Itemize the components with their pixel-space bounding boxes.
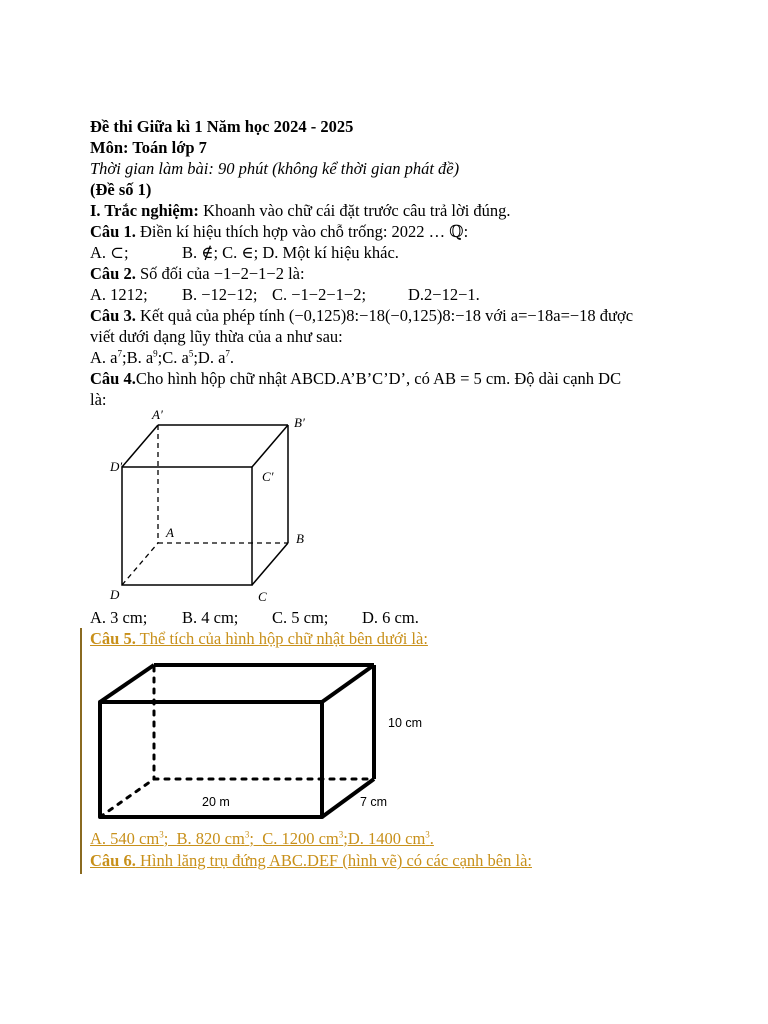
option-b: B. 4 cm; xyxy=(182,608,239,627)
option-d-exponent: 3 xyxy=(425,829,430,840)
question-label: Câu 5. xyxy=(90,629,136,648)
cuboid-figure-volume xyxy=(92,655,442,825)
question-label: Câu 4. xyxy=(90,369,136,388)
option-d: D. 1400 cm xyxy=(347,829,426,848)
option-b-exponent: 9 xyxy=(153,348,158,359)
question-5-options: A. 540 $cm^3$; B. 820 $cm^3$; C. 1200 $cm^3;D$. 1400 $cm^3$. xyxy=(90,829,434,848)
section-heading: I. Trắc nghiệm: xyxy=(90,201,199,220)
question-text: Thể tích của hình hộp chữ nhật bên dưới là: xyxy=(135,629,428,648)
exam-subject: Môn: Toán lớp 7 xyxy=(90,138,207,157)
option-c: C. 5 cm; xyxy=(272,608,329,627)
option-b: ;B. a xyxy=(122,348,154,367)
option-c: C. 1200 cm xyxy=(262,829,339,848)
label-d: D xyxy=(110,587,120,602)
option-d: ;D. a xyxy=(193,348,226,367)
section-multiple-choice xyxy=(90,200,511,221)
question-label: Câu 2. xyxy=(90,264,136,283)
label-a-prime: A′ xyxy=(152,407,163,422)
question-1-options xyxy=(90,242,399,263)
label-a: A xyxy=(166,525,174,540)
option-c: C. −1−2−1−2; xyxy=(272,285,367,304)
option-a-exponent: 7 xyxy=(117,348,122,359)
question-label: Câu 3. xyxy=(90,306,136,325)
option-a: A. ⊂; xyxy=(90,243,129,262)
option-c-exponent: 3 xyxy=(338,829,344,840)
label-b: B xyxy=(296,531,304,546)
question-6 xyxy=(90,850,532,871)
dim-width-label: 7 cm xyxy=(360,795,388,809)
exam-time: Thời gian làm bài: 90 phút (không kể thời gian phát đề) xyxy=(90,159,460,178)
change-bar xyxy=(80,628,82,874)
question-4 xyxy=(90,368,621,389)
option-b: B. −12−12; xyxy=(182,285,258,304)
question-1 xyxy=(90,221,468,242)
question-text: Cho hình hộp chữ nhật ABCD.A’B’C’D’, có AB = 5 cm. Độ dài cạnh DC xyxy=(135,369,622,388)
option-d: D.2−12−1. xyxy=(408,285,480,304)
question-4-text-continued: là: xyxy=(90,390,107,409)
section-instruction: Khoanh vào chữ cái đặt trước câu trả lời đúng. xyxy=(198,201,511,220)
option-b-exponent: 3 xyxy=(244,829,250,840)
option-a: A. a xyxy=(90,348,118,367)
option-a: A. 3 cm; xyxy=(90,608,148,627)
option-d-exponent: 7 xyxy=(225,348,230,359)
question-4-options xyxy=(90,607,419,628)
question-text: Kết quả của phép tính (−0,125)8:−18(−0,125)8:−18 với a=−18a=−18 được xyxy=(135,306,634,325)
option-a: A. 1212; xyxy=(90,285,148,304)
question-text: Điền kí hiệu thích hợp vào chỗ trống: 2022 … ℚ: xyxy=(135,222,469,241)
question-3-options xyxy=(90,347,234,368)
question-text: Hình lăng trụ đứng ABC.DEF (hình vẽ) có các cạnh bên là: xyxy=(135,851,532,870)
exam-version: (Đề số 1) xyxy=(90,180,152,199)
label-c-prime: C′ xyxy=(262,469,274,484)
dim-length-label: 20 m xyxy=(202,795,230,809)
option-b-c-d: B. ∉; C. ∈; D. Một kí hiệu khác. xyxy=(182,243,399,262)
cuboid-figure-abcd xyxy=(100,405,330,605)
question-label: Câu 1. xyxy=(90,222,136,241)
option-a-exponent: 3 xyxy=(159,829,164,840)
question-text: Số đối của −1−2−1−2 là: xyxy=(135,264,305,283)
question-5 xyxy=(90,628,428,649)
label-d-prime: D′ xyxy=(110,459,123,474)
option-c-exponent: 5 xyxy=(188,348,194,359)
question-3 xyxy=(90,305,633,326)
dim-height-label: 10 cm xyxy=(388,716,423,730)
question-2-options xyxy=(90,284,480,305)
question-3-text-continued: viết dưới dạng lũy thừa của a như sau: xyxy=(90,327,343,346)
label-b-prime: B′ xyxy=(294,415,305,430)
option-b: B. 820 cm xyxy=(176,829,245,848)
option-c: ;C. a xyxy=(157,348,189,367)
question-2 xyxy=(90,263,305,284)
option-a: A. 540 cm xyxy=(90,829,160,848)
option-d: D. 6 cm. xyxy=(362,608,419,627)
label-c: C xyxy=(258,589,267,604)
exam-title: Đề thi Giữa kì 1 Năm học 2024 - 2025 xyxy=(90,117,354,136)
option-end: . xyxy=(229,348,235,367)
question-label: Câu 6. xyxy=(90,851,136,870)
